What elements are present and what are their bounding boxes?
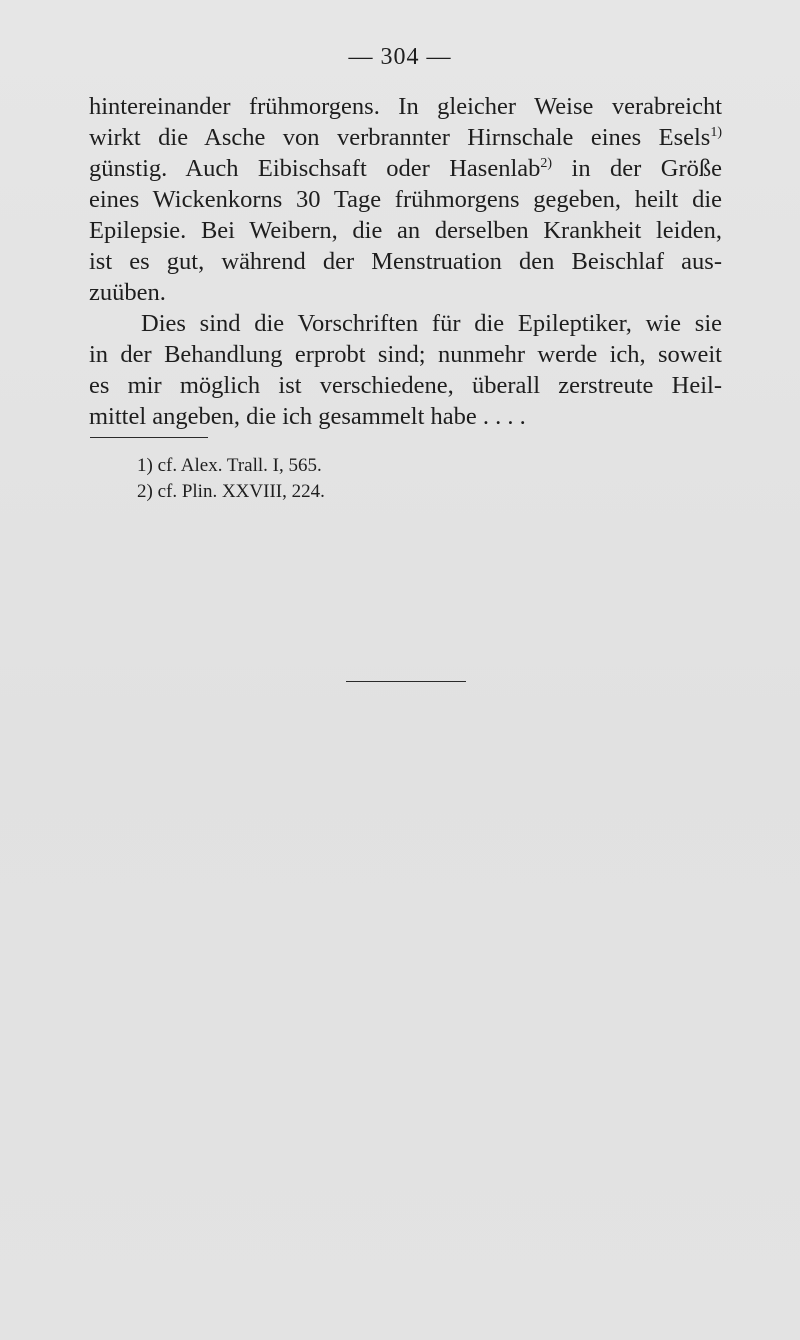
- text-line-content: wirkt die Asche von verbrannter Hirnschale eines Esels: [89, 124, 711, 151]
- text-line: eines Wickenkorns 30 Tage frühmorgens gegeben, heilt die: [89, 186, 722, 213]
- text-line: [89, 153, 722, 184]
- text-line-content: in der Größe: [571, 155, 722, 182]
- text-line: hintereinander frühmorgens. In gleicher Weise verabreicht: [89, 93, 722, 120]
- text-line: [89, 122, 722, 153]
- footnote: 2) cf. Plin. XXVIII, 224.: [137, 481, 325, 502]
- section-end-divider: [346, 681, 466, 682]
- text-line: es mir möglich ist verschiedene, überall zerstreute Heil-: [89, 372, 722, 399]
- footnote-marker: 2): [540, 156, 553, 171]
- text-line: ist es gut, während der Menstruation den Beischlaf aus-: [89, 248, 722, 275]
- text-line: mittel angeben, die ich gesammelt habe . . . .: [89, 403, 526, 430]
- footnote-marker: 1): [710, 125, 722, 140]
- text-line: zuüben.: [89, 279, 166, 306]
- footnote: 1) cf. Alex. Trall. I, 565.: [137, 455, 322, 476]
- text-line-content: günstig. Auch Eibischsaft oder Hasenlab: [89, 155, 541, 182]
- text-line: in der Behandlung erprobt sind; nunmehr werde ich, soweit: [89, 341, 722, 368]
- footnotes: [137, 453, 325, 505]
- page-number: — 304 —: [348, 44, 452, 70]
- text-line: Epilepsie. Bei Weibern, die an derselben Krankheit leiden,: [89, 217, 722, 244]
- body-text: [89, 91, 722, 432]
- text-line: Dies sind die Vorschriften für die Epileptiker, wie sie: [141, 310, 722, 337]
- footnote-divider: [90, 437, 208, 438]
